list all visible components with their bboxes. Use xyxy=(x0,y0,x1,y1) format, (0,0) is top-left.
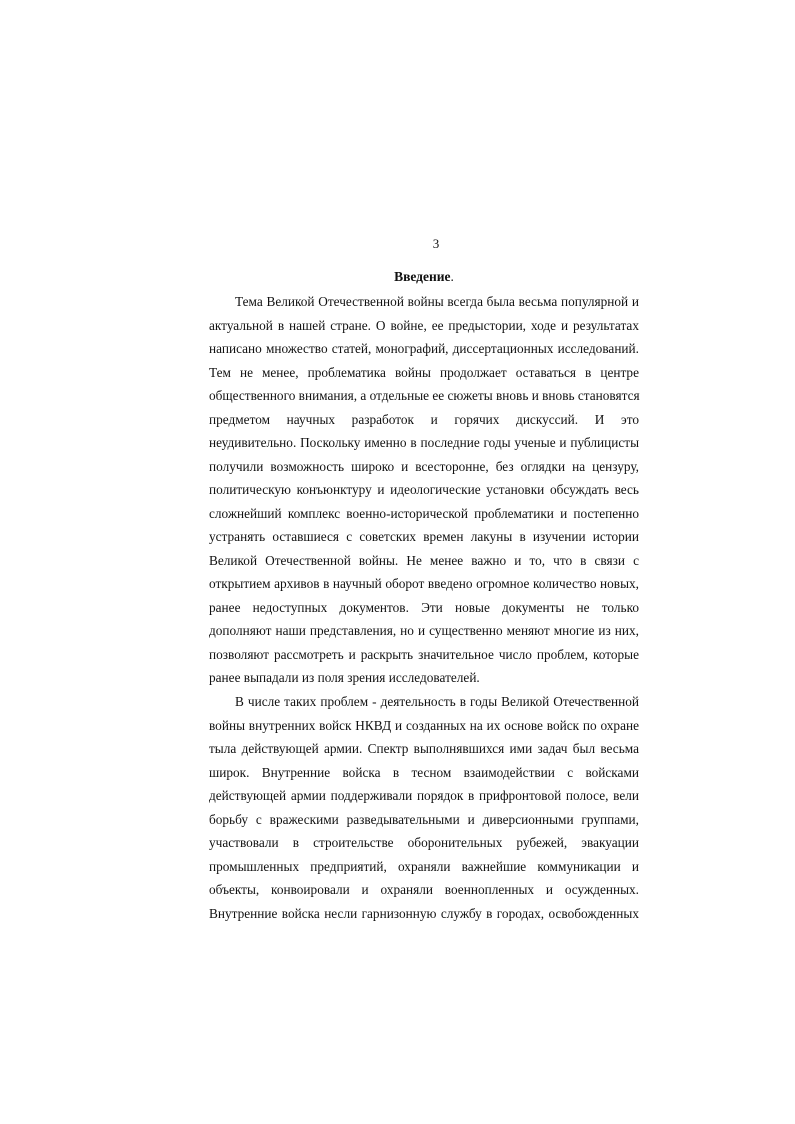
text-line: объекты, конвоировали и охраняли военнопленных и осужденных. xyxy=(209,882,639,897)
text-line: написано множество статей, монографий, диссертационных исследований. xyxy=(209,341,639,356)
text-line: ранее недоступных документов. Эти новые документы не только xyxy=(209,599,639,615)
text-line: Великой Отечественной войны. Не менее важно и то, что в связи с xyxy=(209,552,639,568)
text-line: устранять оставшиеся с советских времен лакуны в изучении истории xyxy=(209,529,639,544)
section-heading-title: Введение xyxy=(394,269,451,284)
text-line: ранее выпадали из поля зрения исследователей. xyxy=(209,670,480,685)
text-line: получили возможность широко и всесторонне, без оглядки на цензуру, xyxy=(209,458,639,474)
text-line: позволяют рассмотреть и раскрыть значительное число проблем, которые xyxy=(209,646,639,662)
paragraph-intro xyxy=(209,290,639,690)
text-line: тыла действующей армии. Спектр выполнявшихся ими задач был весьма xyxy=(209,741,639,756)
text-line: актуальной в нашей стране. О войне, ее предыстории, ходе и результатах xyxy=(209,317,639,333)
text-line: участвовали в строительстве оборонительных рубежей, эвакуации xyxy=(209,835,639,850)
text-line: Тема Великой Отечественной войны всегда была весьма популярной и xyxy=(235,294,639,309)
text-line: Внутренние войска несли гарнизонную службу в городах, освобожденных xyxy=(209,905,639,921)
section-heading xyxy=(0,268,795,286)
text-line: промышленных предприятий, охраняли важнейшие коммуникации и xyxy=(209,858,639,874)
text-line: широк. Внутренние войска в тесном взаимодействии с войсками xyxy=(209,764,639,780)
text-line: борьбу с вражескими разведывательными и диверсионными группами, xyxy=(209,811,639,827)
text-line: политическую конъюнктуру и идеологические установки обсуждать весь xyxy=(209,482,639,497)
text-line: предметом научных разработок и горячих дискуссий. И это xyxy=(209,411,639,427)
text-line: общественного внимания, а отдельные ее сюжеты вновь и вновь становятся xyxy=(209,388,640,403)
text-line: В числе таких проблем - деятельность в годы Великой Отечественной xyxy=(235,694,639,709)
text-line: Тем не менее, проблематика войны продолжает оставаться в центре xyxy=(209,364,639,380)
text-line: открытием архивов в научный оборот введено огромное количество новых, xyxy=(209,576,639,591)
text-line: сложнейший комплекс военно-исторической проблематики и постепенно xyxy=(209,505,639,521)
text-line: войны внутренних войск НКВД и созданных на их основе войск по охране xyxy=(209,717,639,733)
section-heading-punct: . xyxy=(450,269,454,284)
text-line: действующей армии поддерживали порядок в прифронтовой полосе, вели xyxy=(209,788,639,803)
text-line: дополняют наши представления, но и существенно меняют многие из них, xyxy=(209,623,639,638)
page-number: 3 xyxy=(432,236,440,251)
paragraph-nkvd-troops xyxy=(209,690,639,925)
text-line: неудивительно. Поскольку именно в последние годы ученые и публицисты xyxy=(209,435,639,450)
